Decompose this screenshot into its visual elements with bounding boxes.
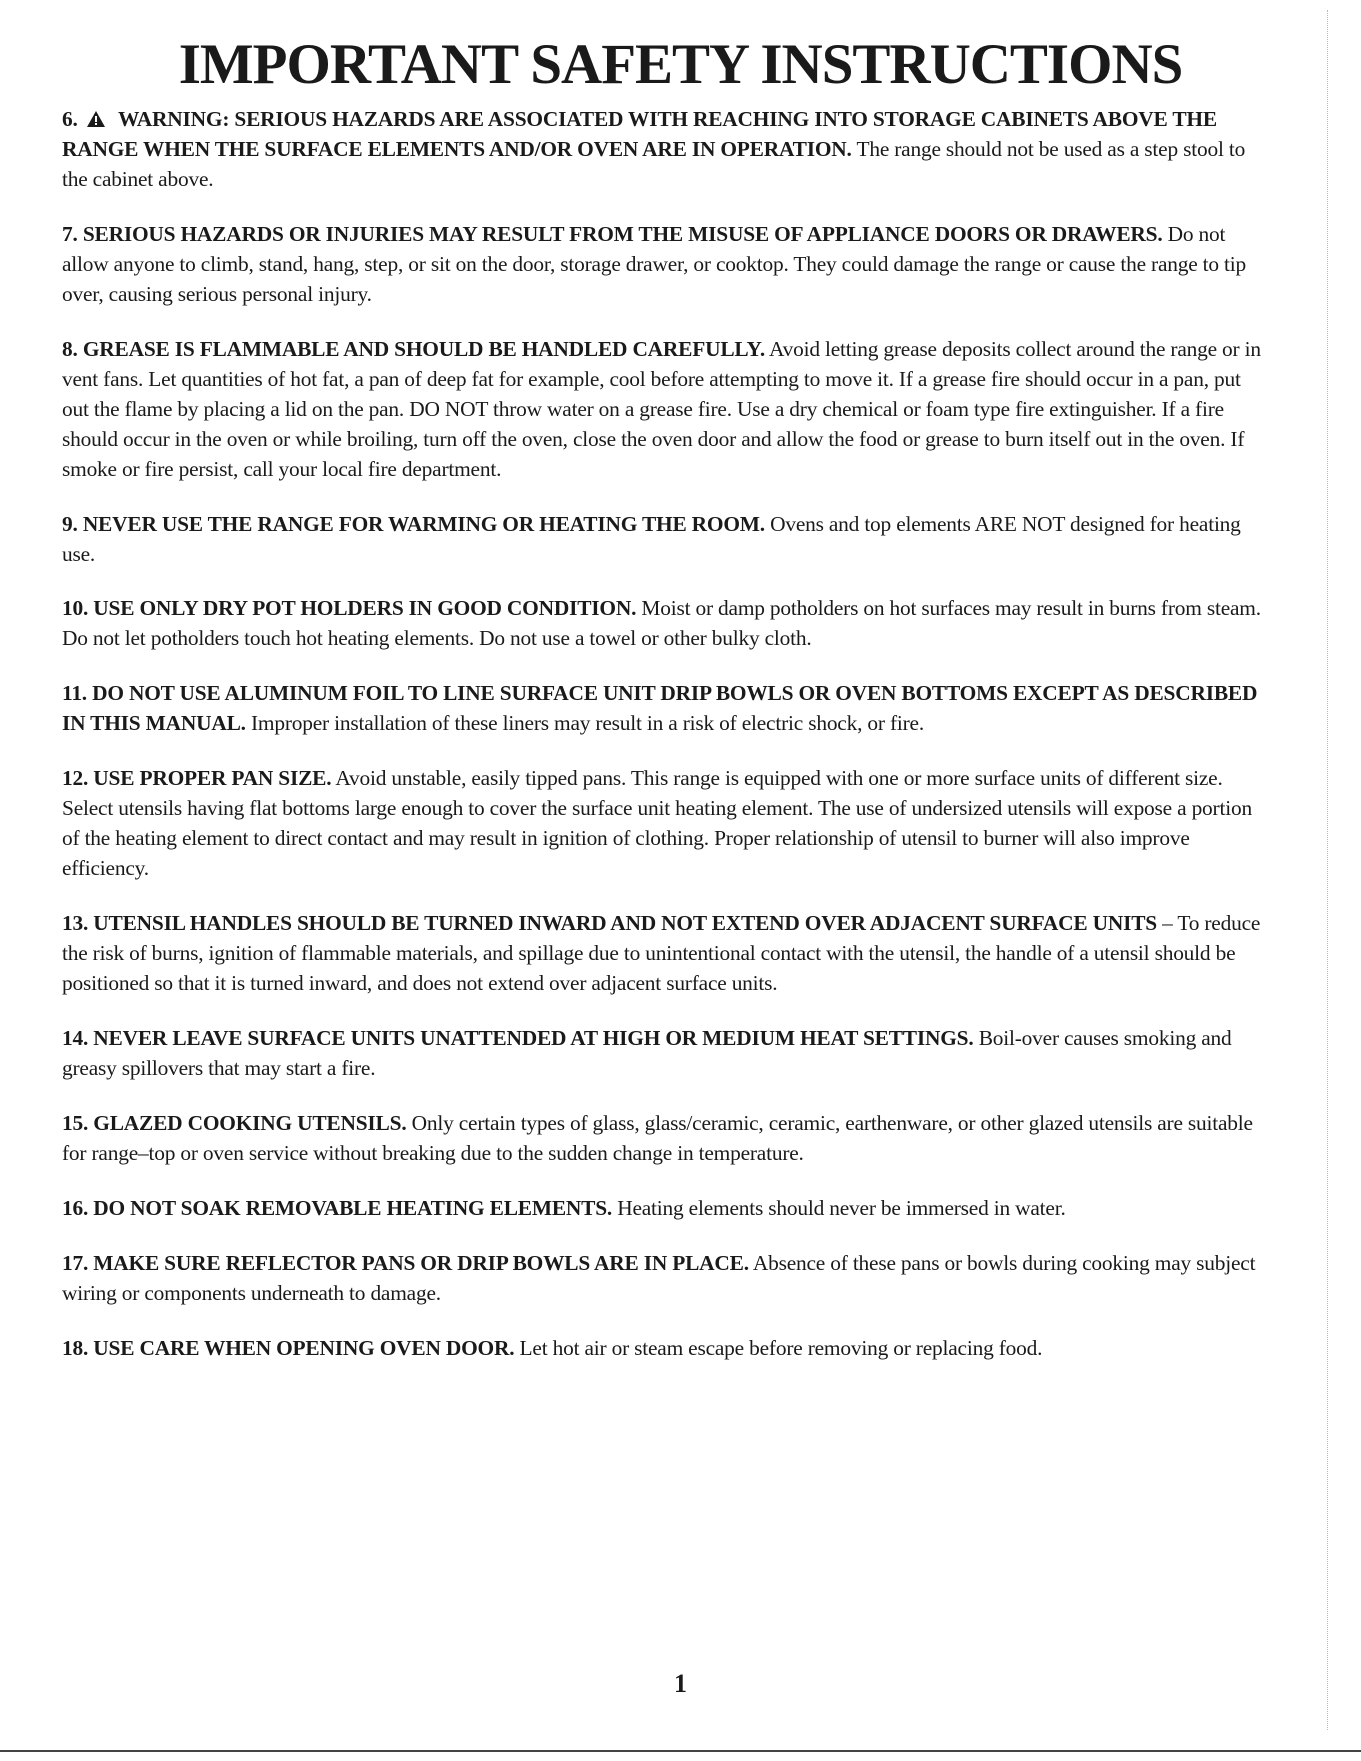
item-heading: DO NOT USE ALUMINUM FOIL TO LINE SURFACE UNIT DRIP BOWLS OR OVEN BOTTOMS EXCEPT AS DESCRIBED IN THIS MANUAL. [62, 681, 1258, 735]
item-number: 12. [62, 766, 89, 790]
item-heading: GLAZED COOKING UTENSILS. [93, 1111, 407, 1135]
instruction-item-8 [62, 334, 1267, 484]
item-body: Ovens and top elements ARE NOT designed for heating use. [62, 512, 1241, 566]
item-body: – To reduce the risk of burns, ignition of flammable materials, and spillage due to unintentional contact with the utensil, the handle of a utensil should be positioned so that it is turned inward, and does not extend over adjacent surface units. [62, 911, 1261, 995]
instruction-item-13 [62, 908, 1267, 998]
item-body: Let hot air or steam escape before removing or replacing food. [519, 1336, 1043, 1360]
item-number: 17. [62, 1251, 89, 1275]
item-heading: MAKE SURE REFLECTOR PANS OR DRIP BOWLS ARE IN PLACE. [93, 1251, 749, 1275]
item-number: 16. [62, 1196, 89, 1220]
instruction-item-10 [62, 593, 1267, 653]
item-number: 10. [62, 596, 89, 620]
item-heading: DO NOT SOAK REMOVABLE HEATING ELEMENTS. [93, 1196, 613, 1220]
item-body: Boil-over causes smoking and greasy spillovers that may start a fire. [62, 1026, 1232, 1080]
item-body: Avoid unstable, easily tipped pans. This range is equipped with one or more surface units of different size. Select utensils having flat bottoms large enough to cover the surface unit heating element. The use of undersized utensils will expose a portion of the heating element to direct contact and may result in ignition of clothing. Proper relationship of utensil to burner will also improve efficiency. [62, 766, 1252, 880]
instruction-item-18 [62, 1333, 1267, 1363]
item-number: 13. [62, 911, 89, 935]
item-heading: NEVER LEAVE SURFACE UNITS UNATTENDED AT HIGH OR MEDIUM HEAT SETTINGS. [93, 1026, 974, 1050]
scan-edge-line [1327, 10, 1328, 1730]
instruction-item-11 [62, 678, 1267, 738]
instruction-item-9 [62, 509, 1267, 569]
warning-triangle-icon [87, 111, 105, 127]
item-heading: USE CARE WHEN OPENING OVEN DOOR. [93, 1336, 515, 1360]
item-heading: SERIOUS HAZARDS OR INJURIES MAY RESULT FROM THE MISUSE OF APPLIANCE DOORS OR DRAWERS. [82, 222, 1163, 246]
instruction-item-7 [62, 219, 1267, 309]
item-number: 8. [62, 337, 78, 361]
item-heading: UTENSIL HANDLES SHOULD BE TURNED INWARD AND NOT EXTEND OVER ADJACENT SURFACE UNITS [93, 911, 1157, 935]
instruction-item-15 [62, 1108, 1267, 1168]
instruction-item-16 [62, 1193, 1267, 1223]
item-body: Only certain types of glass, glass/ceramic, ceramic, earthenware, or other glazed utensils are suitable for range–top or oven service without breaking due to the sudden change in temperature. [62, 1111, 1253, 1165]
item-heading: USE ONLY DRY POT HOLDERS IN GOOD CONDITION. [93, 596, 637, 620]
instruction-item-17 [62, 1248, 1267, 1308]
instruction-item-6 [62, 104, 1267, 194]
item-number: 18. [62, 1336, 89, 1360]
item-body: Heating elements should never be immersed in water. [617, 1196, 1066, 1220]
item-body: Moist or damp potholders on hot surfaces may result in burns from steam. Do not let potholders touch hot heating elements. Do not use a towel or other bulky cloth. [62, 596, 1261, 650]
item-body: Absence of these pans or bowls during cooking may subject wiring or components underneath to damage. [62, 1251, 1256, 1305]
item-body: The range should not be used as a step stool to the cabinet above. [62, 137, 1246, 191]
item-number: 14. [62, 1026, 89, 1050]
item-heading: WARNING: SERIOUS HAZARDS ARE ASSOCIATED WITH REACHING INTO STORAGE CABINETS ABOVE THE RANGE WHEN THE SURFACE ELEMENTS AND/OR OVEN ARE IN OPERATION. [62, 107, 1217, 161]
page-title: IMPORTANT SAFETY INSTRUCTIONS [178, 33, 1183, 96]
item-body: Improper installation of these liners may result in a risk of electric shock, or fire. [250, 711, 924, 735]
item-number: 11. [62, 681, 87, 705]
instruction-item-14 [62, 1023, 1267, 1083]
item-heading: NEVER USE THE RANGE FOR WARMING OR HEATING THE ROOM. [82, 512, 765, 536]
page-number: 1 [674, 1669, 687, 1698]
item-number: 6. [62, 107, 78, 131]
item-heading: USE PROPER PAN SIZE. [93, 766, 332, 790]
bottom-edge-rule [0, 1750, 1361, 1752]
instruction-item-12 [62, 763, 1267, 883]
item-number: 15. [62, 1111, 89, 1135]
item-number: 9. [62, 512, 78, 536]
safety-instructions-list [62, 104, 1267, 1388]
item-number: 7. [62, 222, 78, 246]
item-body: Avoid letting grease deposits collect around the range or in vent fans. Let quantities of hot fat, a pan of deep fat for example, cool before attempting to move it. If a grease fire should occur in a pan, put out the flame by placing a lid on the pan. DO NOT throw water on a grease fire. Use a dry chemical or foam type fire extinguisher. If a fire should occur in the oven or while broiling, turn off the oven, close the oven door and allow the food or grease to burn itself out in the oven. If smoke or fire persist, call your local fire department. [62, 337, 1261, 481]
item-body: Do not allow anyone to climb, stand, hang, step, or sit on the door, storage drawer, or cooktop. They could damage the range or cause the range to tip over, causing serious personal injury. [62, 222, 1247, 306]
item-heading: GREASE IS FLAMMABLE AND SHOULD BE HANDLED CAREFULLY. [82, 337, 765, 361]
